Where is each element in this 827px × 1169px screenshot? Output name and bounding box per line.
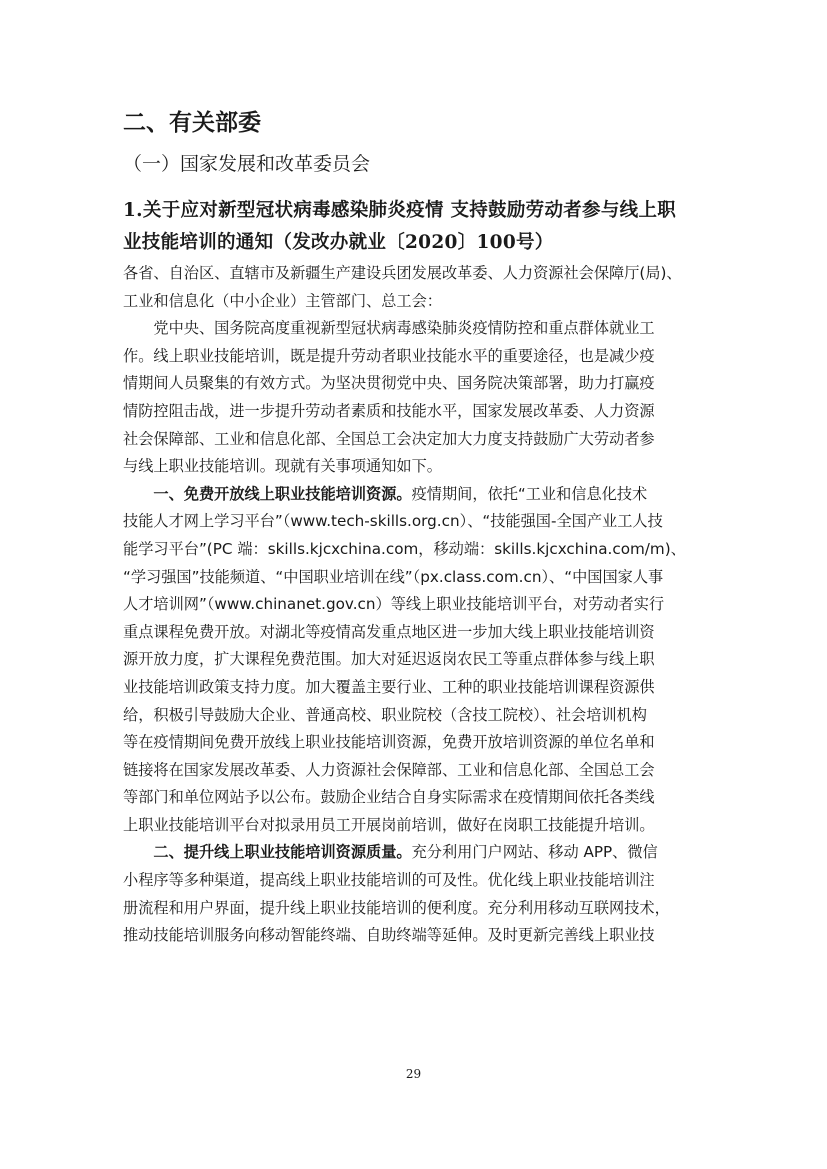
body-line	[123, 784, 708, 812]
section-heading-inline: 一、免费开放线上职业技能培训资源。	[123, 484, 412, 503]
body-line	[123, 591, 708, 619]
body-line	[123, 453, 708, 481]
body-line	[123, 370, 708, 398]
body-line	[123, 674, 708, 702]
body-text: 充分利用门户网站、移动 APP、微信	[411, 843, 658, 862]
body-text: 情防控阻击战，进一步提升劳动者素质和技能水平，国家发展改革委、人力资源	[123, 401, 655, 420]
body-text: 情期间人员聚集的有效方式。为坚决贯彻党中央、国务院决策部署，助力打赢疫	[123, 374, 655, 393]
body-text: 小程序等多种渠道，提高线上职业技能培训的可及性。优化线上职业技能培训注	[123, 871, 655, 890]
section-title: 二、有关部委	[123, 110, 261, 136]
body-line	[123, 812, 708, 840]
body-text: 能学习平台”(PC 端：skills.kjcxchina.com，移动端：skills.kjcxchina.com/m)、	[123, 539, 686, 558]
body-line	[123, 481, 708, 509]
body-text: 作。线上职业技能培训，既是提升劳动者职业技能水平的重要途径，也是减少疫	[123, 346, 655, 365]
body-text: 推动技能培训服务向移动智能终端、自助终端等延伸。及时更新完善线上职业技	[123, 926, 655, 945]
body-text: 技能人才网上学习平台”（www.tech-skills.org.cn）、“技能强国-全国产业工人技	[123, 512, 663, 531]
body-line	[123, 426, 708, 454]
body-text: 等部门和单位网站予以公布。鼓励企业结合自身实际需求在疫情期间依托各类线	[123, 788, 655, 807]
body-line	[123, 922, 708, 950]
subsection-title: （一）国家发展和改革委员会	[123, 153, 371, 175]
body-line	[123, 729, 708, 757]
body-line	[123, 757, 708, 785]
body-text: 各省、自治区、直辖市及新疆生产建设兵团发展改革委、人力资源社会保障厅(局)、	[123, 264, 682, 282]
body-line	[123, 895, 708, 923]
notice-title-line: 1.关于应对新型冠状病毒感染肺炎疫情 支持鼓励劳动者参与线上职	[123, 200, 677, 221]
body-text: 人才培训网”（www.chinanet.gov.cn）等线上职业技能培训平台，对劳动者实行	[123, 595, 665, 614]
body-line	[123, 536, 708, 564]
body-line	[123, 315, 708, 343]
body-text: 社会保障部、工业和信息化部、全国总工会决定加大力度支持鼓励广大劳动者参	[123, 429, 655, 448]
body-text: 业技能培训政策支持力度。加大覆盖主要行业、工种的职业技能培训课程资源供	[123, 677, 655, 696]
body-line	[123, 619, 708, 647]
section-heading-inline: 二、提升线上职业技能培训资源质量。	[123, 843, 412, 862]
notice-body	[123, 260, 708, 950]
body-text: 疫情期间，依托“工业和信息化技术	[411, 484, 648, 503]
body-text: 等在疫情期间免费开放线上职业技能培训资源，免费开放培训资源的单位名单和	[123, 733, 655, 752]
body-text: 源开放力度，扩大课程免费范围。加大对延迟返岗农民工等重点群体参与线上职	[123, 650, 655, 669]
body-line	[123, 288, 708, 316]
body-text: 链接将在国家发展改革委、人力资源社会保障部、工业和信息化部、全国总工会	[123, 760, 655, 779]
body-text: “学习强国”技能频道、“中国职业培训在线”（px.class.com.cn）、“中国国家人事	[123, 567, 664, 586]
body-line	[123, 839, 708, 867]
body-text: 册流程和用户界面，提升线上职业技能培训的便利度。充分利用移动互联网技术，	[123, 898, 670, 917]
body-text: 与线上职业技能培训。现就有关事项通知如下。	[123, 457, 442, 476]
body-line	[123, 260, 708, 288]
body-line	[123, 564, 708, 592]
body-text: 工业和信息化（中小企业）主管部门、总工会：	[123, 291, 442, 310]
body-line	[123, 508, 708, 536]
body-text: 党中央、国务院高度重视新型冠状病毒感染肺炎疫情防控和重点群体就业工	[123, 319, 655, 338]
body-line	[123, 343, 708, 371]
body-line	[123, 867, 708, 895]
body-text: 上职业技能培训平台对拟录用员工开展岗前培训，做好在岗职工技能提升培训。	[123, 815, 655, 834]
notice-title	[123, 195, 708, 259]
body-line	[123, 646, 708, 674]
body-text: 重点课程免费开放。对湖北等疫情高发重点地区进一步加大线上职业技能培训资	[123, 622, 655, 641]
body-text: 给，积极引导鼓励大企业、普通高校、职业院校（含技工院校）、社会培训机构	[123, 705, 647, 724]
notice-title-line: 业技能培训的通知（发改办就业〔2020〕100号）	[123, 232, 554, 253]
page-number: 29	[405, 1067, 422, 1081]
body-line	[123, 702, 708, 730]
body-line	[123, 398, 708, 426]
